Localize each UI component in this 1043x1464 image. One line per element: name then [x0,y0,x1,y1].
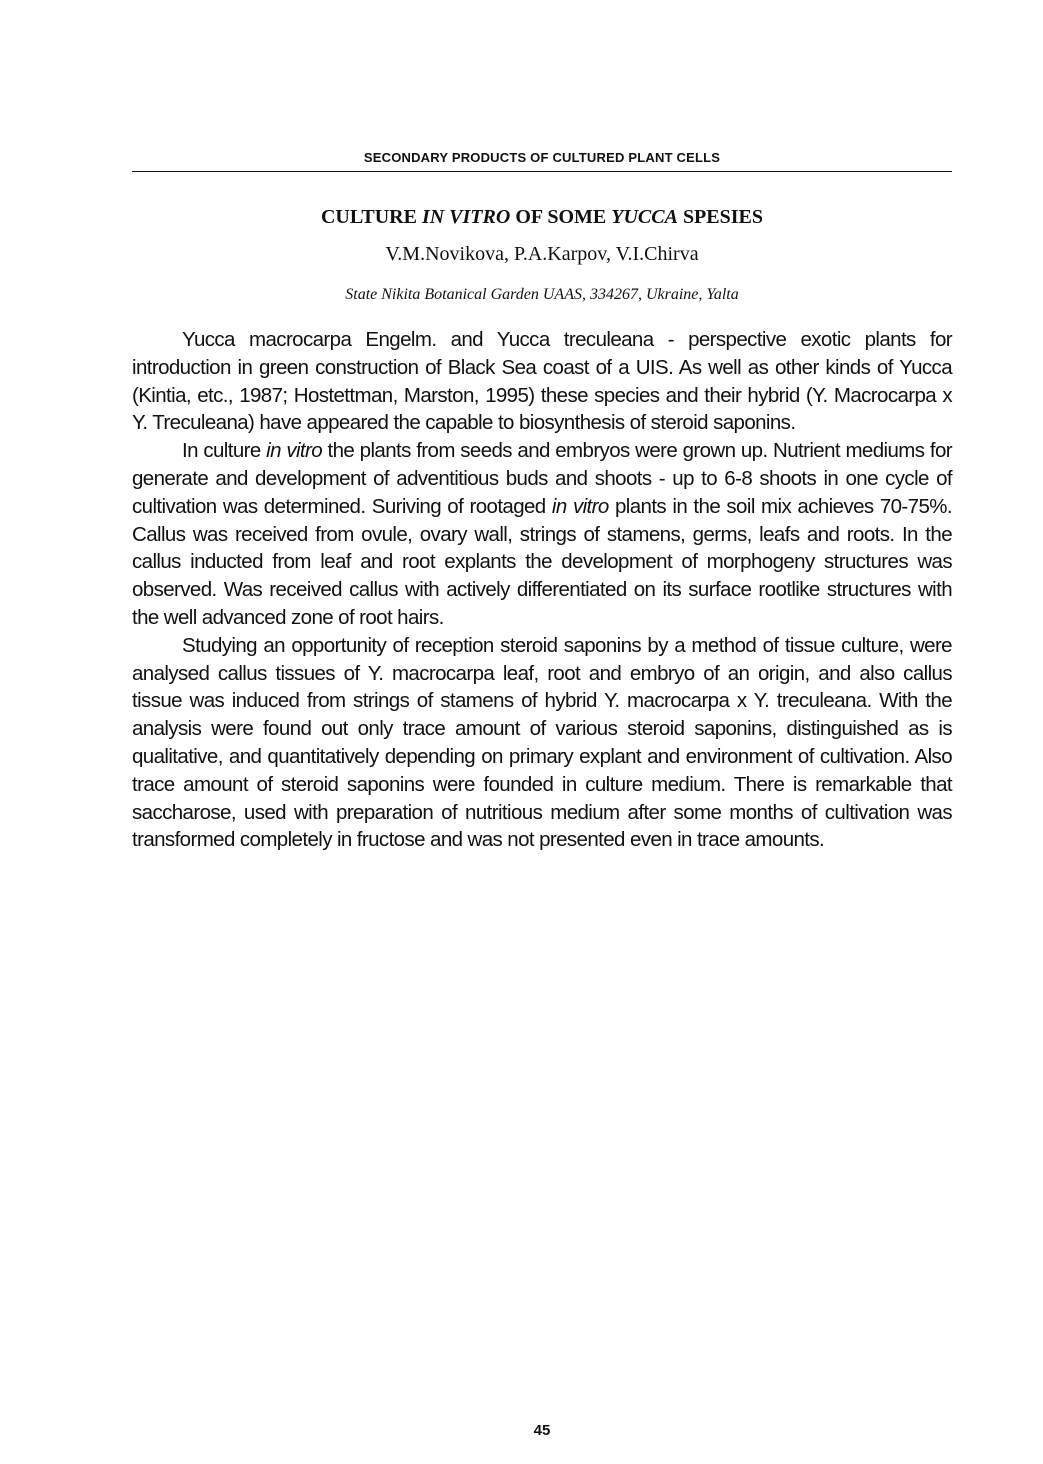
paragraph-3: Studying an opportunity of reception steroid saponins by a method of tissue culture, were analysed callus tissues of Y. macrocarpa leaf, root and embryo of an origin, and also callus tissue was induced from strings of stamens of hybrid Y. macrocarpa x Y. treculeana. With the analysis were found out only trace amount of various steroid saponins, distinguished as is qualitative, and quantitatively depending on primary explant and environment of cultivation. Also trace amount of steroid saponins were founded in culture medium. There is remarkable that saccharose, used with preparation of nutritious medium after some months of cultivation was transformed completely in fructose and was not presented even in trace amounts. [132,633,952,852]
title-part-italic: IN VITRO [421,206,511,228]
paragraph-text: In culture [182,439,267,463]
paragraph-2 [132,437,952,632]
running-header: SECONDARY PRODUCTS OF CULTURED PLANT CELLS [363,150,721,165]
title-part: SPESIES [677,206,763,228]
header-rule [132,171,952,172]
paragraph-1: Yucca macrocarpa Engelm. and Yucca treculeana - perspective exotic plants for introduction in green construction of Black Sea coast of a UIS. As well as other kinds of Yucca (Kintia, etc., 1987; Hostettman, Marston, 1995) these species and their hybrid (Y. Macrocarpa x Y. Treculeana) have appeared the capable to biosynthesis of steroid saponins. [132,328,952,435]
article-body [132,326,952,854]
title-part: OF SOME [510,206,612,228]
page-number: 45 [533,1422,551,1439]
title-part-italic: YUCCA [611,206,678,228]
article-title [132,206,952,229]
paragraph-italic: in vitro [551,494,609,518]
title-part: CULTURE [320,206,422,228]
paragraph-text: the plants from seeds and embryos were grown up. Nutrient mediums for generate and development of adventitious buds and shoots - up to 6-8 shoots in one cycle of cultivation was determined. Suriving of rootaged [132,439,952,518]
affiliation: State Nikita Botanical Garden UAAS, 334267, Ukraine, Yalta [345,286,739,303]
authors: V.M.Novikova, P.A.Karpov, V.I.Chirva [385,243,699,265]
paragraph-text: plants in the soil mix achieves 70-75%. Callus was received from ovule, ovary wall, strings of stamens, germs, leafs and roots. In the callus inducted from leaf and root explants the development of morphogeny structures was observed. Was received callus with actively differentiated on its surface rootlike structures with the well advanced zone of root hairs. [132,494,952,629]
paragraph-italic: in vitro [266,439,323,463]
